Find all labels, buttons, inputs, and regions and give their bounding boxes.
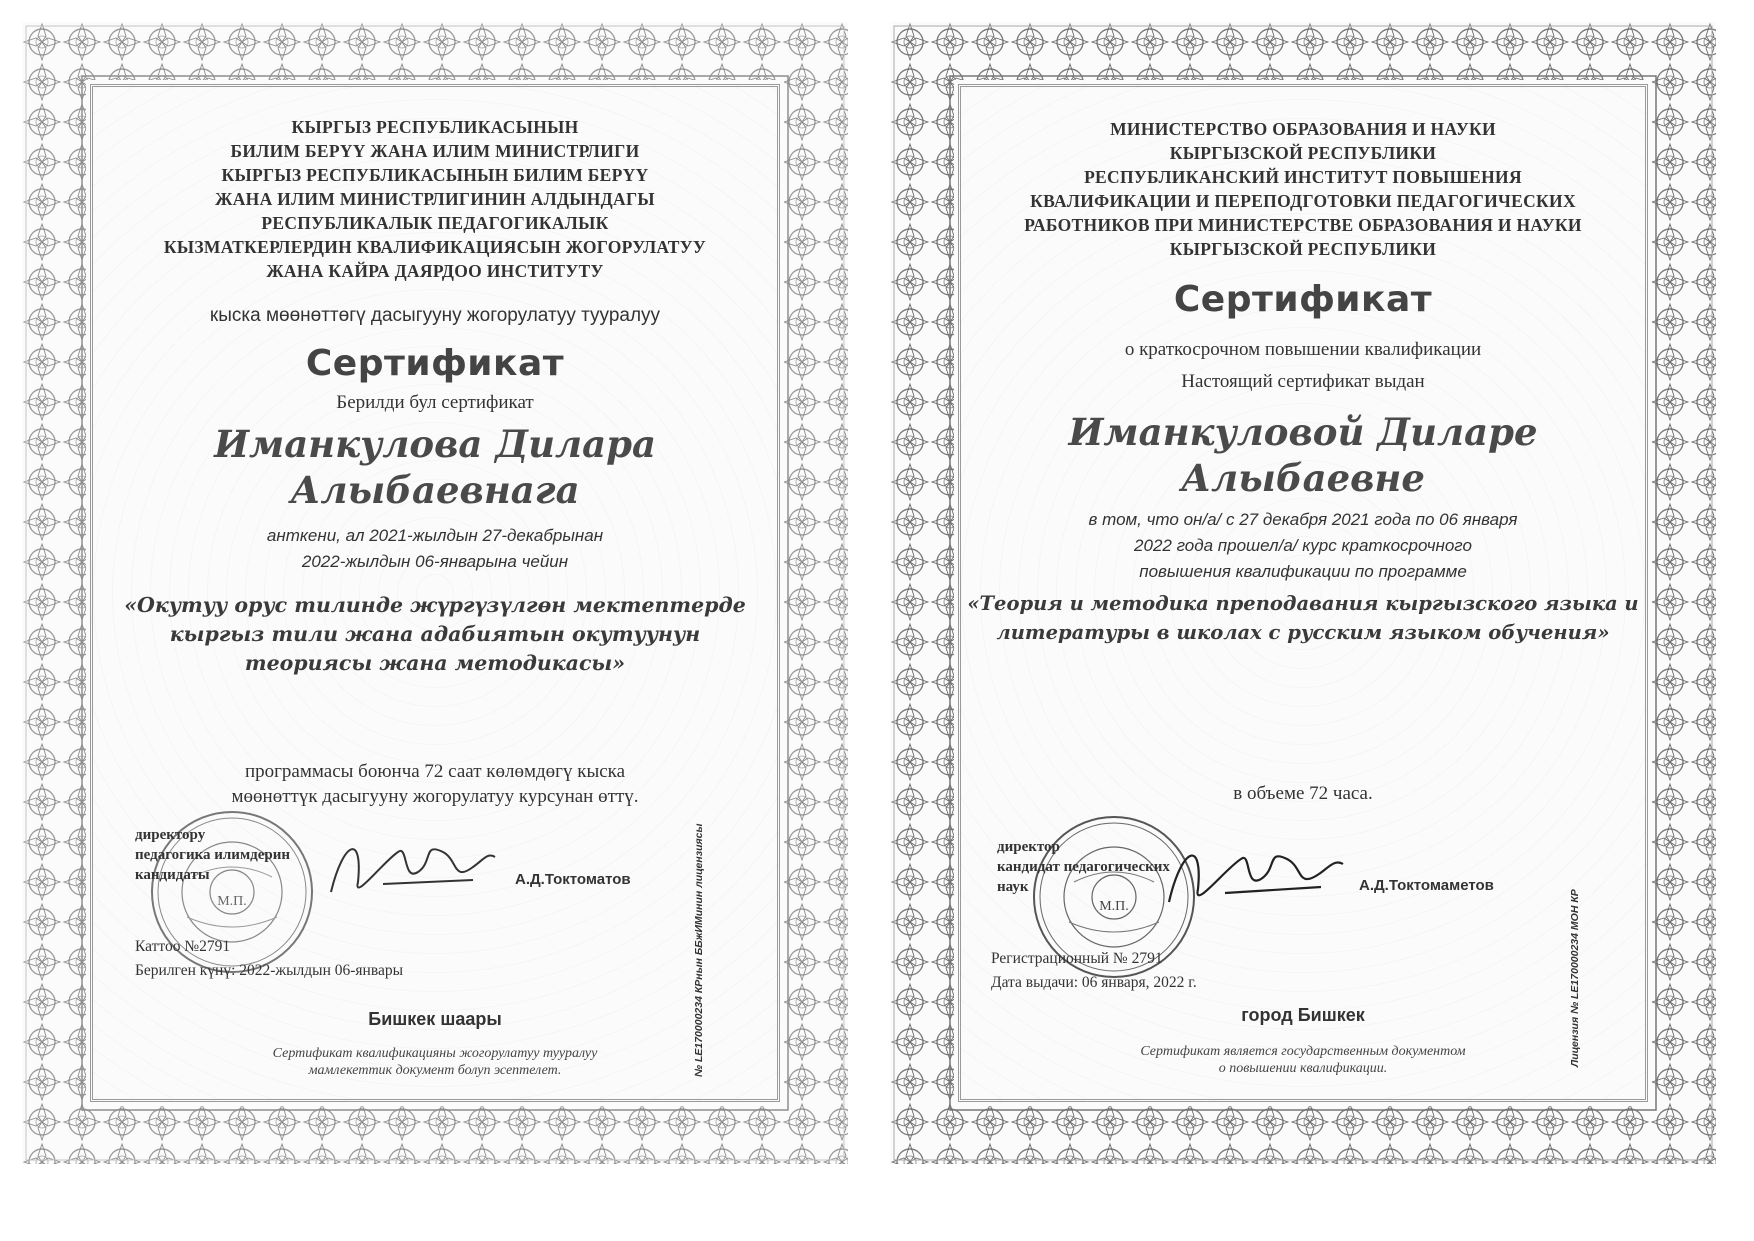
header-line: КЫРГЫЗСКОЙ РЕСПУБЛИКИ — [1169, 239, 1437, 259]
course-volume: в объеме 72 часа. — [1233, 783, 1373, 804]
program-title — [93, 591, 777, 678]
certificate-subtitle: кыска мөөнөттөгү дасыгууну жогорулатуу тууралуу — [209, 305, 661, 326]
issue-date: Дата выдачи: 06 января, 2022 г. — [991, 974, 1197, 991]
reg-number: Регистрационный № 2791 — [991, 950, 1163, 967]
certificate-body — [958, 84, 1648, 1102]
header-line: РЕСПУБЛИКАНСКИЙ ИНСТИТУТ ПОВЫШЕНИЯ — [1084, 167, 1522, 187]
given-text: Настоящий сертификат выдан — [1181, 371, 1425, 392]
certificate-body — [90, 84, 780, 1102]
program-line: теориясы жана методикасы» — [244, 651, 626, 675]
issue-date: Берилген күнү: 2022-жылдын 06-январы — [135, 962, 404, 979]
certificate-subtitle: о краткосрочном повышении квалификации — [1124, 339, 1482, 360]
issuer-header — [961, 117, 1645, 261]
period-line: 2022-жылдын 06-январына чейин — [301, 552, 569, 571]
header-line: БИЛИМ БЕРҮҮ ЖАНА ИЛИМ МИНИСТРЛИГИ — [230, 141, 640, 161]
issuer-header — [93, 115, 777, 283]
legal-note — [961, 1043, 1645, 1077]
name-line: Иманкулова Дилара — [214, 422, 656, 466]
license-number: Лицензия № LE170000234 МОН КР — [1569, 889, 1581, 1067]
recipient-name — [961, 409, 1645, 501]
signer-title-line: директору — [135, 827, 206, 843]
period-line: повышения квалификации по программе — [1139, 562, 1467, 581]
city: Бишкек шаары — [368, 1009, 502, 1029]
program-line: «Теория и методика преподавания кыргызского языка и — [967, 592, 1639, 615]
period-line: в том, что он/а/ с 27 декабря 2021 года по 06 января — [1088, 510, 1518, 529]
note-line: о повышении квалификации. — [1218, 1061, 1388, 1076]
stamp-mark: М.П. — [217, 894, 247, 909]
header-line: КЫРГЫЗ РЕСПУБЛИКАСЫНЫН — [291, 117, 579, 137]
signer-title-line: кандидат педагогических — [997, 859, 1170, 875]
signer-title-line: педагогика илимдерин — [135, 847, 291, 863]
signer-title-line: директор — [997, 839, 1060, 855]
period-line: анткени, ал 2021-жылдын 27-декабрынан — [266, 526, 604, 545]
header-line: РЕСПУБЛИКАЛЫК ПЕДАГОГИКАЛЫК — [261, 213, 609, 233]
certificate-title: Сертификат — [305, 343, 565, 384]
volume-line: программасы боюнча 72 саат көлөмдөгү кыска — [244, 761, 626, 782]
signer-name: А.Д.Токтомаметов — [1359, 877, 1494, 894]
signer-title-line: наук — [997, 879, 1029, 895]
header-line: РАБОТНИКОВ ПРИ МИНИСТЕРСТВЕ ОБРАЗОВАНИЯ И НАУКИ — [1024, 215, 1582, 235]
registration-info — [991, 947, 1197, 995]
course-volume — [93, 759, 777, 809]
course-period — [93, 523, 777, 575]
certificate-title: Сертификат — [1173, 279, 1433, 320]
signer-name: А.Д.Токтоматов — [515, 871, 631, 888]
registration-info — [135, 935, 403, 983]
header-line: КЫЗМАТКЕРЛЕРДИН КВАЛИФИКАЦИЯСЫН ЖОГОРУЛАТУУ — [163, 237, 707, 257]
signer-title — [135, 825, 290, 885]
course-period — [961, 507, 1645, 585]
reg-number: Каттоо №2791 — [135, 938, 231, 955]
name-line: Алыбаевне — [1181, 456, 1425, 500]
license-number: № LE170000234 КРнын ББжИМинин лицензиясы — [693, 823, 705, 1077]
city: город Бишкек — [1241, 1005, 1365, 1025]
name-line: Алыбаевнага — [290, 468, 580, 512]
volume-line: мөөнөттүк дасыгууну жогорулатуу курсунан өттү. — [231, 786, 639, 807]
header-line: КЫРГЫЗ РЕСПУБЛИКАСЫНЫН БИЛИМ БЕРҮҮ — [221, 165, 649, 185]
header-line: КЫРГЫЗСКОЙ РЕСПУБЛИКИ — [1169, 143, 1437, 163]
period-line: 2022 года прошел/а/ курс краткосрочного — [1134, 536, 1472, 555]
given-text: Берилди бул сертификат — [336, 392, 534, 413]
header-line: ЖАНА ИЛИМ МИНИСТРЛИГИНИН АЛДЫНДАГЫ — [215, 189, 655, 209]
program-line: «Окутуу орус тилинде жүргүзүлгөн мектептерде — [124, 593, 746, 617]
note-line: мамлекеттик документ болуп эсептелет. — [308, 1063, 562, 1078]
header-line: МИНИСТЕРСТВО ОБРАЗОВАНИЯ И НАУКИ — [1110, 119, 1496, 139]
legal-note — [93, 1045, 777, 1079]
signer-title-line: кандидаты — [135, 867, 210, 883]
certificate-russian — [890, 22, 1716, 1164]
program-line: литературы в школах с русским языком обучения» — [996, 621, 1610, 644]
name-line: Иманкуловой Диларе — [1068, 410, 1538, 454]
header-line: КВАЛИФИКАЦИИ И ПЕРЕПОДГОТОВКИ ПЕДАГОГИЧЕСКИХ — [1030, 191, 1576, 211]
program-line: кыргыз тили жана адабиятын окутуунун — [169, 622, 701, 646]
signer-title — [997, 837, 1170, 897]
note-line: Сертификат является государственным документом — [1140, 1044, 1466, 1059]
signature — [323, 822, 503, 912]
program-title — [961, 589, 1645, 647]
header-line: ЖАНА КАЙРА ДАЯРДОО ИНСТИТУТУ — [266, 261, 604, 281]
recipient-name — [93, 421, 777, 513]
certificate-kyrgyz — [22, 22, 848, 1164]
note-line: Сертификат квалификацияны жогорулатуу тууралуу — [272, 1046, 598, 1061]
stamp-mark: М.П. — [1099, 899, 1129, 914]
signature — [1161, 827, 1351, 922]
